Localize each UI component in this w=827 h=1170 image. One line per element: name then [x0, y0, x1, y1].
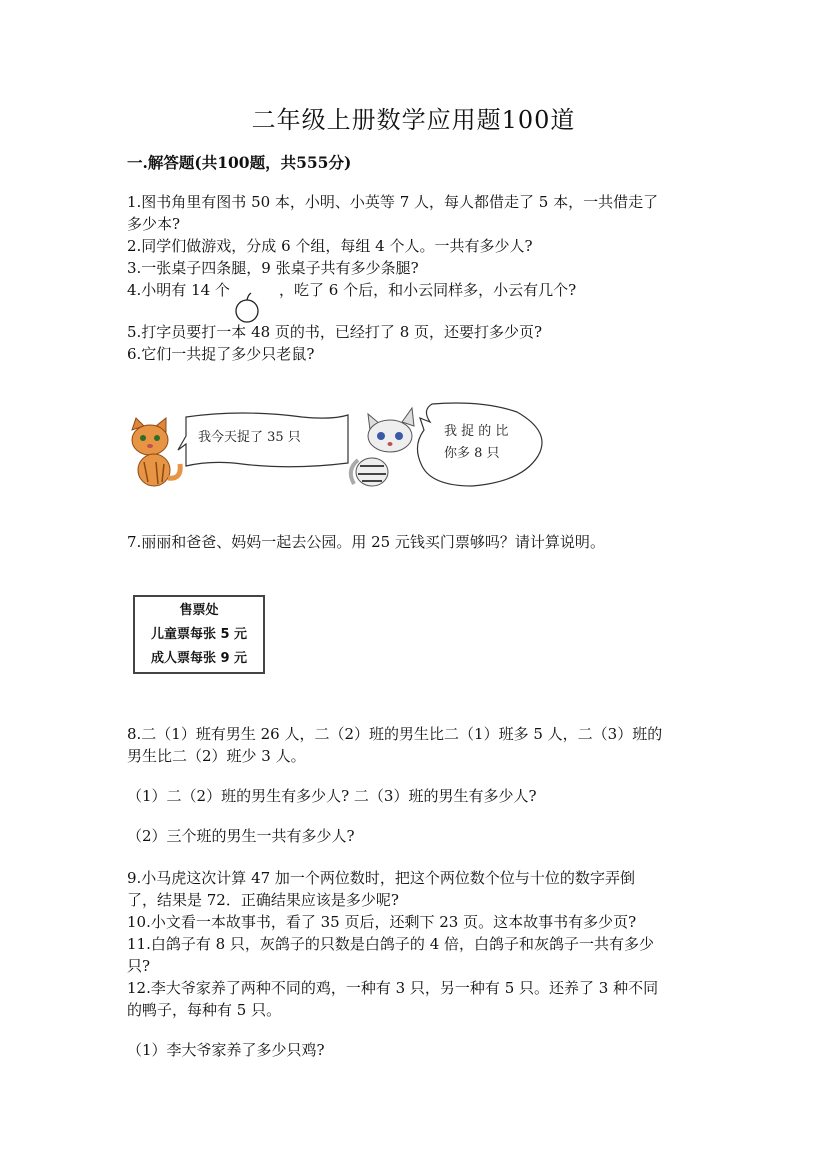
orange-cat-icon: [132, 418, 180, 486]
question-1-line-2: 多少本?: [127, 215, 181, 233]
ticket-adult-price: 成人票每张 9 元: [150, 651, 248, 666]
question-11-line-2: 只?: [127, 957, 151, 975]
gray-cat-icon: [351, 408, 414, 486]
bubble-left-text: 我今天捉了 35 只: [198, 430, 301, 445]
question-12-sub-1: （1）李大爷家养了多少只鸡?: [127, 1041, 325, 1059]
question-7: 7.丽丽和爸爸、妈妈一起去公园。用 25 元钱买门票够吗？请计算说明。: [127, 533, 605, 551]
ticket-header: 售票处: [179, 603, 219, 618]
question-3: 3.一张桌子四条腿，9 张桌子共有多少条腿?: [127, 259, 419, 277]
bubble-right-text-1: 我 捉 的 比: [444, 424, 509, 439]
cats-illustration: [122, 400, 554, 495]
question-4-part-2: ，吃了 6 个后，和小云同样多，小云有几个?: [279, 281, 577, 299]
question-6: 6.它们一共捉了多少只老鼠?: [127, 345, 315, 363]
ticket-sign: [133, 595, 265, 674]
question-12-line-2: 的鸭子，每种有 5 只。: [127, 1001, 282, 1019]
question-4-part-1: 4.小明有 14 个: [127, 281, 230, 299]
question-8-line-1: 8.二（1）班有男生 26 人，二（2）班的男生比二（1）班多 5 人，二（3）班的: [127, 725, 663, 743]
section-heading: 一.解答题(共100题，共555分): [127, 153, 352, 172]
question-8-sub-1: （1）二（2）班的男生有多少人? 二（3）班的男生有多少人?: [127, 787, 537, 805]
question-9-line-2: 了，结果是 72．正确结果应该是多少呢?: [127, 891, 399, 909]
question-2: 2.同学们做游戏，分成 6 个组，每组 4 个人。一共有多少人?: [127, 237, 533, 255]
question-1-line-1: 1.图书角里有图书 50 本，小明、小英等 7 人，每人都借走了 5 本，一共借走了: [127, 193, 659, 211]
page-title: 二年级上册数学应用题100道: [251, 106, 576, 134]
apple-icon: [232, 292, 262, 324]
speech-bubble-right: [417, 403, 542, 486]
question-9-line-1: 9.小马虎这次计算 47 加一个两位数时，把这个两位数个位与十位的数字弄倒: [127, 869, 635, 887]
question-8-sub-2: （2）三个班的男生一共有多少人?: [127, 827, 355, 845]
question-5: 5.打字员要打一本 48 页的书，已经打了 8 页，还要打多少页?: [127, 323, 543, 341]
speech-bubble-left: [178, 413, 348, 467]
question-10: 10.小文看一本故事书，看了 35 页后，还剩下 23 页。这本故事书有多少页?: [127, 913, 637, 931]
question-12-line-1: 12.李大爷家养了两种不同的鸡，一种有 3 只，另一种有 5 只。还养了 3 种不同: [127, 979, 659, 997]
question-8-line-2: 男生比二（2）班少 3 人。: [127, 747, 306, 765]
question-11-line-1: 11.白鸽子有 8 只，灰鸽子的只数是白鸽子的 4 倍，白鸽子和灰鸽子一共有多少: [127, 935, 655, 953]
bubble-right-text-2: 你多 8 只: [444, 446, 500, 461]
ticket-child-price: 儿童票每张 5 元: [150, 627, 248, 642]
